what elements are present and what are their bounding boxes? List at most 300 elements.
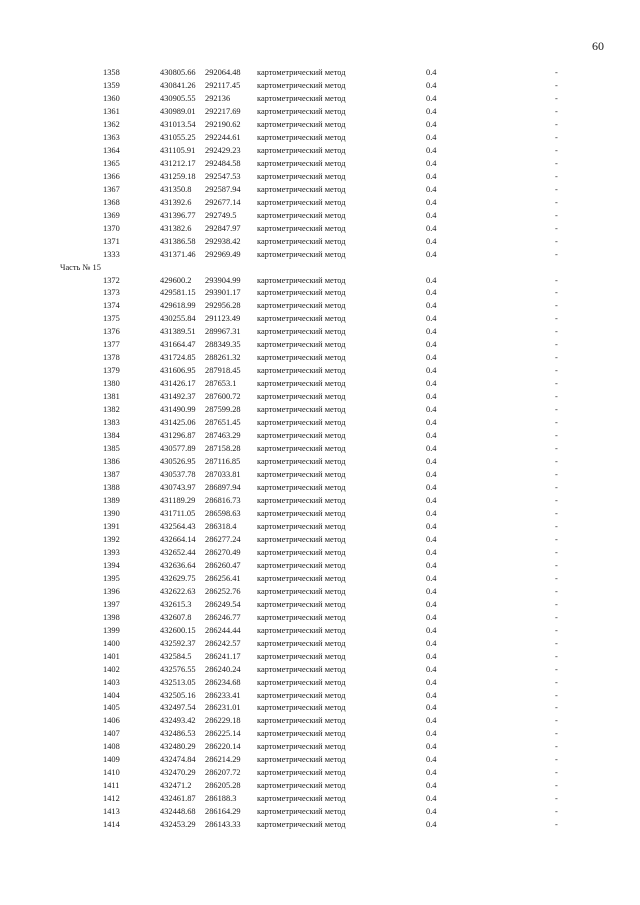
table-row [0, 171, 640, 184]
y-coordinate: 286214.29 [205, 755, 241, 765]
table-row [0, 365, 640, 378]
table-row [0, 80, 640, 93]
y-coordinate: 292190.62 [205, 119, 241, 129]
note-cell: - [555, 742, 558, 752]
method-cell: картометрический метод [257, 223, 346, 233]
accuracy-cell: 0.4 [426, 638, 437, 648]
note-cell: - [555, 768, 558, 778]
table-row [0, 210, 640, 223]
point-number: 1398 [103, 612, 120, 622]
note-cell: - [555, 145, 558, 155]
note-cell: - [555, 521, 558, 531]
method-cell: картометрический метод [257, 184, 346, 194]
y-coordinate: 293901.17 [205, 288, 241, 298]
accuracy-cell: 0.4 [426, 392, 437, 402]
method-cell: картометрический метод [257, 392, 346, 402]
method-cell: картометрический метод [257, 677, 346, 687]
x-coordinate: 431013.54 [160, 119, 196, 129]
y-coordinate: 292136 [205, 93, 231, 103]
x-coordinate: 431212.17 [160, 158, 196, 168]
point-number: 1395 [103, 573, 120, 583]
table-row [0, 223, 640, 236]
accuracy-cell: 0.4 [426, 353, 437, 363]
x-coordinate: 431396.77 [160, 210, 196, 220]
y-coordinate: 287600.72 [205, 392, 241, 402]
table-row [0, 547, 640, 560]
note-cell: - [555, 184, 558, 194]
table-row [0, 780, 640, 793]
point-number: 1364 [103, 145, 120, 155]
note-cell: - [555, 794, 558, 804]
method-cell: картометрический метод [257, 521, 346, 531]
table-row [0, 469, 640, 482]
point-number: 1359 [103, 80, 120, 90]
y-coordinate: 286233.41 [205, 690, 241, 700]
method-cell: картометрический метод [257, 405, 346, 415]
point-number: 1376 [103, 327, 120, 337]
table-row [0, 728, 640, 741]
y-coordinate: 291123.49 [205, 314, 241, 324]
x-coordinate: 431105.91 [160, 145, 196, 155]
note-cell: - [555, 288, 558, 298]
method-cell: картометрический метод [257, 171, 346, 181]
table-row [0, 456, 640, 469]
x-coordinate: 430743.97 [160, 483, 196, 492]
method-cell: картометрический метод [257, 314, 346, 324]
y-coordinate: 286207.72 [205, 768, 241, 778]
note-cell: - [555, 275, 558, 285]
x-coordinate: 431606.95 [160, 366, 196, 376]
point-number: 1333 [103, 249, 120, 259]
table-row [0, 819, 640, 832]
method-cell: картометрический метод [257, 431, 346, 441]
accuracy-cell: 0.4 [426, 677, 437, 687]
point-number: 1383 [103, 418, 120, 428]
table-row [0, 741, 640, 754]
note-cell: - [555, 249, 558, 259]
table-row [0, 417, 640, 430]
point-number: 1397 [103, 599, 120, 609]
method-cell: картометрический метод [257, 119, 346, 129]
y-coordinate: 286249.54 [205, 599, 241, 609]
table-row [0, 106, 640, 119]
accuracy-cell: 0.4 [426, 210, 437, 220]
y-coordinate: 286318.4 [205, 521, 237, 531]
point-number: 1358 [103, 68, 120, 77]
method-cell: картометрический метод [257, 288, 346, 298]
method-cell: картометрический метод [257, 470, 346, 480]
point-number: 1370 [103, 223, 120, 233]
y-coordinate: 286225.14 [205, 729, 241, 739]
method-cell: картометрический метод [257, 197, 346, 207]
x-coordinate: 431664.47 [160, 340, 196, 350]
point-number: 1375 [103, 314, 120, 324]
y-coordinate: 286240.24 [205, 664, 241, 674]
y-coordinate: 287599.28 [205, 405, 241, 415]
method-cell: картометрический метод [257, 236, 346, 246]
part-label: Часть № 15 [60, 262, 101, 272]
point-number: 1392 [103, 534, 120, 544]
method-cell: картометрический метод [257, 794, 346, 804]
note-cell: - [555, 327, 558, 337]
x-coordinate: 429581.15 [160, 288, 196, 298]
note-cell: - [555, 158, 558, 168]
x-coordinate: 430537.78 [160, 470, 196, 480]
y-coordinate: 286241.17 [205, 651, 241, 661]
method-cell: картометрический метод [257, 625, 346, 635]
y-coordinate: 286220.14 [205, 742, 241, 752]
note-cell: - [555, 651, 558, 661]
note-cell: - [555, 223, 558, 233]
x-coordinate: 431492.37 [160, 392, 196, 402]
accuracy-cell: 0.4 [426, 236, 437, 246]
note-cell: - [555, 405, 558, 415]
point-number: 1402 [103, 664, 120, 674]
table-row [0, 573, 640, 586]
accuracy-cell: 0.4 [426, 781, 437, 791]
method-cell: картометрический метод [257, 327, 346, 337]
table-row [0, 339, 640, 352]
point-number: 1407 [103, 729, 120, 739]
y-coordinate: 286234.68 [205, 677, 241, 687]
y-coordinate: 289967.31 [205, 327, 241, 337]
method-cell: картометрический метод [257, 301, 346, 311]
x-coordinate: 432592.37 [160, 638, 196, 648]
point-number: 1409 [103, 755, 120, 765]
point-number: 1372 [103, 275, 120, 285]
x-coordinate: 432622.63 [160, 586, 196, 596]
note-cell: - [555, 444, 558, 454]
y-coordinate: 286598.63 [205, 508, 241, 518]
method-cell: картометрический метод [257, 560, 346, 570]
method-cell: картометрический метод [257, 418, 346, 428]
method-cell: картометрический метод [257, 68, 346, 77]
method-cell: картометрический метод [257, 275, 346, 285]
x-coordinate: 431386.58 [160, 236, 196, 246]
coordinates-table [0, 67, 640, 832]
accuracy-cell: 0.4 [426, 444, 437, 454]
method-cell: картометрический метод [257, 457, 346, 467]
point-number: 1367 [103, 184, 120, 194]
table-row [0, 236, 640, 249]
note-cell: - [555, 457, 558, 467]
accuracy-cell: 0.4 [426, 106, 437, 116]
x-coordinate: 431711.05 [160, 508, 196, 518]
method-cell: картометрический метод [257, 547, 346, 557]
y-coordinate: 286816.73 [205, 495, 241, 505]
x-coordinate: 431055.25 [160, 132, 196, 142]
table-row [0, 677, 640, 690]
point-number: 1362 [103, 119, 120, 129]
note-cell: - [555, 366, 558, 376]
table-row [0, 119, 640, 132]
method-cell: картометрический метод [257, 444, 346, 454]
table-row [0, 495, 640, 508]
point-number: 1373 [103, 288, 120, 298]
point-number: 1406 [103, 716, 120, 726]
x-coordinate: 431392.6 [160, 197, 192, 207]
y-coordinate: 286205.28 [205, 781, 241, 791]
accuracy-cell: 0.4 [426, 807, 437, 817]
accuracy-cell: 0.4 [426, 457, 437, 467]
x-coordinate: 431259.18 [160, 171, 196, 181]
x-coordinate: 431490.99 [160, 405, 196, 415]
x-coordinate: 429600.2 [160, 275, 192, 285]
table-row [0, 690, 640, 703]
accuracy-cell: 0.4 [426, 573, 437, 583]
note-cell: - [555, 677, 558, 687]
point-number: 1389 [103, 495, 120, 505]
note-cell: - [555, 119, 558, 129]
method-cell: картометрический метод [257, 379, 346, 389]
accuracy-cell: 0.4 [426, 599, 437, 609]
x-coordinate: 432652.44 [160, 547, 196, 557]
point-number: 1410 [103, 768, 120, 778]
x-coordinate: 431189.29 [160, 495, 196, 505]
method-cell: картометрический метод [257, 651, 346, 661]
x-coordinate: 429618.99 [160, 301, 196, 311]
table-row [0, 482, 640, 495]
x-coordinate: 432474.84 [160, 755, 196, 765]
accuracy-cell: 0.4 [426, 521, 437, 531]
y-coordinate: 286260.47 [205, 560, 241, 570]
accuracy-cell: 0.4 [426, 820, 437, 830]
point-number: 1391 [103, 521, 120, 531]
point-number: 1382 [103, 405, 120, 415]
table-row [0, 586, 640, 599]
y-coordinate: 292217.69 [205, 106, 241, 116]
accuracy-cell: 0.4 [426, 145, 437, 155]
y-coordinate: 287463.29 [205, 431, 241, 441]
note-cell: - [555, 534, 558, 544]
x-coordinate: 432448.68 [160, 807, 196, 817]
method-cell: картометрический метод [257, 145, 346, 155]
x-coordinate: 431425.06 [160, 418, 196, 428]
x-coordinate: 432584.5 [160, 651, 192, 661]
note-cell: - [555, 236, 558, 246]
point-number: 1384 [103, 431, 120, 441]
y-coordinate: 292547.53 [205, 171, 241, 181]
page-number: 60 [592, 39, 604, 53]
table-row [0, 132, 640, 145]
y-coordinate: 292244.61 [205, 132, 241, 142]
y-coordinate: 286277.24 [205, 534, 241, 544]
accuracy-cell: 0.4 [426, 755, 437, 765]
method-cell: картометрический метод [257, 664, 346, 674]
method-cell: картометрический метод [257, 716, 346, 726]
method-cell: картометрический метод [257, 807, 346, 817]
y-coordinate: 292484.58 [205, 158, 241, 168]
accuracy-cell: 0.4 [426, 288, 437, 298]
table-row [0, 534, 640, 547]
note-cell: - [555, 599, 558, 609]
method-cell: картометрический метод [257, 80, 346, 90]
accuracy-cell: 0.4 [426, 703, 437, 713]
method-cell: картометрический метод [257, 483, 346, 492]
note-cell: - [555, 483, 558, 492]
x-coordinate: 431371.46 [160, 249, 196, 259]
note-cell: - [555, 418, 558, 428]
y-coordinate: 286242.57 [205, 638, 241, 648]
method-cell: картометрический метод [257, 340, 346, 350]
x-coordinate: 431350.8 [160, 184, 192, 194]
x-coordinate: 432564.43 [160, 521, 196, 531]
point-number: 1377 [103, 340, 120, 350]
table-row [0, 145, 640, 158]
point-number: 1412 [103, 794, 120, 804]
accuracy-cell: 0.4 [426, 314, 437, 324]
x-coordinate: 431426.17 [160, 379, 196, 389]
table-row [0, 378, 640, 391]
x-coordinate: 432636.64 [160, 560, 196, 570]
accuracy-cell: 0.4 [426, 729, 437, 739]
table-row [0, 793, 640, 806]
point-number: 1374 [103, 301, 120, 311]
note-cell: - [555, 547, 558, 557]
point-number: 1371 [103, 236, 120, 246]
method-cell: картометрический метод [257, 210, 346, 220]
x-coordinate: 432493.42 [160, 716, 196, 726]
x-coordinate: 432471.2 [160, 781, 192, 791]
point-number: 1399 [103, 625, 120, 635]
accuracy-cell: 0.4 [426, 495, 437, 505]
x-coordinate: 430577.89 [160, 444, 196, 454]
table-row [0, 158, 640, 171]
method-cell: картометрический метод [257, 573, 346, 583]
method-cell: картометрический метод [257, 106, 346, 116]
x-coordinate: 431724.85 [160, 353, 196, 363]
accuracy-cell: 0.4 [426, 68, 437, 77]
y-coordinate: 292749.5 [205, 210, 237, 220]
note-cell: - [555, 314, 558, 324]
accuracy-cell: 0.4 [426, 508, 437, 518]
method-cell: картометрический метод [257, 729, 346, 739]
point-number: 1413 [103, 807, 120, 817]
table-row [0, 560, 640, 573]
note-cell: - [555, 690, 558, 700]
table-row [0, 275, 640, 288]
table-row [0, 287, 640, 300]
note-cell: - [555, 80, 558, 90]
point-number: 1368 [103, 197, 120, 207]
accuracy-cell: 0.4 [426, 768, 437, 778]
accuracy-cell: 0.4 [426, 80, 437, 90]
point-number: 1381 [103, 392, 120, 402]
y-coordinate: 286246.77 [205, 612, 241, 622]
note-cell: - [555, 560, 558, 570]
y-coordinate: 286244.44 [205, 625, 241, 635]
x-coordinate: 430255.84 [160, 314, 196, 324]
accuracy-cell: 0.4 [426, 586, 437, 596]
y-coordinate: 292429.23 [205, 145, 241, 155]
y-coordinate: 292677.14 [205, 197, 241, 207]
table-row [0, 767, 640, 780]
accuracy-cell: 0.4 [426, 327, 437, 337]
note-cell: - [555, 197, 558, 207]
note-cell: - [555, 703, 558, 713]
table-row [0, 715, 640, 728]
point-number: 1396 [103, 586, 120, 596]
note-cell: - [555, 612, 558, 622]
note-cell: - [555, 340, 558, 350]
accuracy-cell: 0.4 [426, 249, 437, 259]
note-cell: - [555, 210, 558, 220]
note-cell: - [555, 171, 558, 181]
x-coordinate: 430805.66 [160, 68, 196, 77]
x-coordinate: 431382.6 [160, 223, 192, 233]
table-row [0, 326, 640, 339]
accuracy-cell: 0.4 [426, 534, 437, 544]
table-row [0, 754, 640, 767]
note-cell: - [555, 573, 558, 583]
table-row [0, 599, 640, 612]
accuracy-cell: 0.4 [426, 651, 437, 661]
point-number: 1393 [103, 547, 120, 557]
point-number: 1385 [103, 444, 120, 454]
note-cell: - [555, 68, 558, 77]
table-row [0, 702, 640, 715]
point-number: 1405 [103, 703, 120, 713]
point-number: 1380 [103, 379, 120, 389]
accuracy-cell: 0.4 [426, 483, 437, 492]
x-coordinate: 432576.55 [160, 664, 196, 674]
accuracy-cell: 0.4 [426, 431, 437, 441]
note-cell: - [555, 106, 558, 116]
accuracy-cell: 0.4 [426, 171, 437, 181]
y-coordinate: 292064.48 [205, 68, 241, 77]
accuracy-cell: 0.4 [426, 366, 437, 376]
accuracy-cell: 0.4 [426, 418, 437, 428]
note-cell: - [555, 508, 558, 518]
y-coordinate: 293904.99 [205, 275, 241, 285]
method-cell: картометрический метод [257, 768, 346, 778]
method-cell: картометрический метод [257, 742, 346, 752]
x-coordinate: 432629.75 [160, 573, 196, 583]
table-row [0, 625, 640, 638]
x-coordinate: 430841.26 [160, 80, 196, 90]
note-cell: - [555, 729, 558, 739]
point-number: 1365 [103, 158, 120, 168]
method-cell: картометрический метод [257, 132, 346, 142]
accuracy-cell: 0.4 [426, 612, 437, 622]
accuracy-cell: 0.4 [426, 794, 437, 804]
x-coordinate: 432486.53 [160, 729, 196, 739]
point-number: 1361 [103, 106, 120, 116]
y-coordinate: 287033.81 [205, 470, 241, 480]
method-cell: картометрический метод [257, 612, 346, 622]
y-coordinate: 292956.28 [205, 301, 241, 311]
accuracy-cell: 0.4 [426, 716, 437, 726]
x-coordinate: 432505.16 [160, 690, 196, 700]
y-coordinate: 292117.45 [205, 80, 241, 90]
x-coordinate: 432607.8 [160, 612, 192, 622]
section-heading [0, 262, 640, 275]
method-cell: картометрический метод [257, 820, 346, 830]
point-number: 1379 [103, 366, 120, 376]
table-row [0, 443, 640, 456]
accuracy-cell: 0.4 [426, 405, 437, 415]
accuracy-cell: 0.4 [426, 223, 437, 233]
y-coordinate: 286270.49 [205, 547, 241, 557]
x-coordinate: 430526.95 [160, 457, 196, 467]
x-coordinate: 432600.15 [160, 625, 196, 635]
x-coordinate: 432453.29 [160, 820, 196, 830]
table-row [0, 313, 640, 326]
table-row [0, 352, 640, 365]
method-cell: картометрический метод [257, 755, 346, 765]
accuracy-cell: 0.4 [426, 197, 437, 207]
method-cell: картометрический метод [257, 599, 346, 609]
